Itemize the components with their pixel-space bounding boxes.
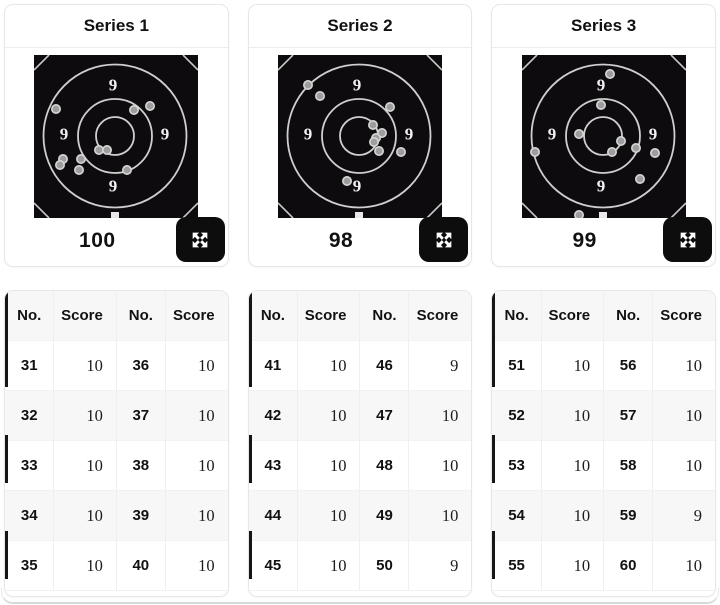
score-tables-row	[4, 290, 716, 597]
shot-marker	[304, 81, 312, 89]
shot-score-cell: 10	[298, 341, 360, 391]
ring-label-9: 9	[352, 176, 362, 196]
score-table-row	[249, 541, 472, 591]
col-header-score: Score	[653, 291, 715, 341]
shot-score-cell: 10	[298, 391, 360, 441]
shot-score-cell: 10	[54, 341, 116, 391]
shot-number-cell: 41	[249, 341, 298, 391]
shot-score-cell: 10	[685, 555, 702, 575]
table-header-row	[249, 291, 472, 341]
shot-score-cell: 10	[198, 455, 215, 475]
shot-number-cell: 45	[249, 541, 298, 591]
score-table-row	[249, 391, 472, 441]
score-table-2	[249, 291, 472, 591]
accent-bar	[249, 435, 252, 483]
target-image-2	[278, 55, 442, 218]
shot-marker	[386, 103, 394, 111]
target-image-1	[34, 55, 198, 218]
shot-score-cell: 9	[450, 355, 459, 375]
series-total-score-2: 98	[328, 229, 354, 252]
shot-marker	[75, 166, 83, 174]
shot-number-cell: 49	[360, 491, 409, 541]
col-header-no: No.	[492, 291, 541, 341]
score-table-card-1	[4, 290, 229, 597]
shot-number-cell: 57	[604, 391, 653, 441]
expand-target-button-3[interactable]	[663, 217, 712, 262]
expand-icon	[189, 229, 211, 251]
shot-number-cell: 50	[360, 541, 409, 591]
col-header-no: No.	[249, 291, 298, 341]
score-table-row	[492, 391, 715, 441]
col-header-score: Score	[409, 291, 471, 341]
score-table-row	[492, 491, 715, 541]
shot-score-cell: 10	[198, 405, 215, 425]
series-title-1: Series 1	[5, 5, 228, 48]
shot-score-cell: 10	[198, 555, 215, 575]
ring-label-9: 9	[60, 124, 69, 144]
score-table-row	[492, 441, 715, 491]
shot-score-cell: 10	[541, 541, 603, 591]
ring-label-9: 9	[596, 75, 605, 95]
col-header-score: Score	[298, 291, 360, 341]
score-table-row	[249, 491, 472, 541]
score-table-row	[492, 541, 715, 591]
shot-marker	[56, 161, 64, 169]
ring-label-9: 9	[303, 124, 313, 144]
shot-marker	[123, 166, 131, 174]
shot-number-cell: 44	[249, 491, 298, 541]
shot-score-cell: 10	[198, 505, 215, 525]
score-row-3	[492, 216, 715, 266]
series-total-score-1: 100	[79, 229, 116, 252]
target-image-3	[522, 55, 686, 218]
shot-marker	[375, 147, 383, 155]
ring-label-9: 9	[648, 124, 657, 144]
col-header-score: Score	[54, 291, 116, 341]
shot-number-cell: 58	[604, 441, 653, 491]
shot-number-cell: 42	[249, 391, 298, 441]
shot-number-cell: 48	[360, 441, 409, 491]
col-header-no: No.	[5, 291, 54, 341]
shot-score-cell: 10	[541, 341, 603, 391]
score-table-row	[5, 391, 228, 441]
shot-marker	[316, 92, 324, 100]
score-row-2	[249, 216, 472, 266]
shot-score-cell: 10	[54, 441, 116, 491]
shot-marker	[370, 138, 378, 146]
shot-score-cell: 10	[298, 491, 360, 541]
shot-marker	[631, 144, 639, 152]
shot-score-cell: 10	[541, 441, 603, 491]
score-table-row	[5, 341, 228, 391]
shot-marker	[130, 106, 138, 114]
shot-number-cell: 34	[5, 491, 54, 541]
ring-label-9: 9	[596, 176, 605, 196]
score-table-row	[5, 491, 228, 541]
shot-number-cell: 55	[492, 541, 541, 591]
series-title-2: Series 2	[249, 5, 472, 48]
shot-number-cell: 31	[5, 341, 54, 391]
score-table-row	[5, 541, 228, 591]
shot-marker	[607, 148, 615, 156]
shot-score-cell: 10	[298, 441, 360, 491]
accent-bar	[492, 291, 495, 387]
shot-number-cell: 47	[360, 391, 409, 441]
col-header-no: No.	[360, 291, 409, 341]
shot-marker	[146, 102, 154, 110]
series-title-3: Series 3	[492, 5, 715, 48]
shot-marker	[103, 146, 111, 154]
ring-label-9: 9	[547, 124, 556, 144]
shot-marker	[635, 175, 643, 183]
accent-bar	[5, 291, 8, 387]
col-header-no: No.	[604, 291, 653, 341]
series-card-2	[248, 4, 473, 267]
shot-score-cell: 10	[441, 505, 459, 525]
shot-score-cell: 10	[685, 405, 702, 425]
accent-bar	[249, 291, 252, 387]
shot-marker	[650, 149, 658, 157]
shot-marker	[596, 101, 604, 109]
shot-score-cell: 10	[54, 391, 116, 441]
shot-score-cell: 9	[693, 505, 702, 525]
shot-marker	[616, 137, 624, 145]
shot-number-cell: 35	[5, 541, 54, 591]
shot-marker	[605, 70, 613, 78]
shot-score-cell: 9	[450, 555, 459, 575]
expand-icon	[433, 229, 455, 251]
series-cards-row	[4, 4, 716, 267]
shot-number-cell: 40	[116, 541, 165, 591]
shot-number-cell: 52	[492, 391, 541, 441]
series-card-1	[4, 4, 229, 267]
shot-number-cell: 51	[492, 341, 541, 391]
shot-marker	[369, 121, 377, 129]
shot-number-cell: 53	[492, 441, 541, 491]
score-table-card-3	[491, 290, 716, 597]
shot-marker	[343, 177, 351, 185]
shot-marker	[530, 148, 538, 156]
expand-icon	[677, 229, 699, 251]
shot-score-cell: 10	[685, 355, 702, 375]
shot-score-cell: 10	[441, 455, 459, 475]
col-header-score: Score	[541, 291, 603, 341]
score-table-card-2	[248, 290, 473, 597]
shot-number-cell: 36	[116, 341, 165, 391]
shot-number-cell: 60	[604, 541, 653, 591]
table-header-row	[5, 291, 228, 341]
score-table-row	[5, 441, 228, 491]
shot-score-cell: 10	[198, 355, 215, 375]
ring-label-9: 9	[404, 124, 414, 144]
shot-score-cell: 10	[54, 541, 116, 591]
shot-score-cell: 10	[54, 491, 116, 541]
ring-label-9: 9	[161, 124, 170, 144]
shot-score-cell: 10	[298, 541, 360, 591]
expand-target-button-1[interactable]	[176, 217, 225, 262]
shot-number-cell: 56	[604, 341, 653, 391]
shot-number-cell: 46	[360, 341, 409, 391]
shot-number-cell: 33	[5, 441, 54, 491]
shot-marker	[52, 105, 60, 113]
shot-marker	[574, 130, 582, 138]
series-total-score-3: 99	[572, 229, 597, 252]
table-header-row	[492, 291, 715, 341]
expand-target-button-2[interactable]	[419, 217, 468, 262]
shot-number-cell: 59	[604, 491, 653, 541]
ring-label-9: 9	[352, 75, 362, 95]
score-table-row	[492, 341, 715, 391]
col-header-no: No.	[116, 291, 165, 341]
shot-number-cell: 37	[116, 391, 165, 441]
ring-label-9: 9	[109, 75, 118, 95]
accent-bar	[249, 531, 252, 579]
shot-number-cell: 39	[116, 491, 165, 541]
shot-number-cell: 43	[249, 441, 298, 491]
score-table-3	[492, 291, 715, 591]
accent-bar	[5, 531, 8, 579]
accent-bar	[5, 435, 8, 483]
shot-score-cell: 10	[541, 391, 603, 441]
score-table-row	[249, 341, 472, 391]
shot-number-cell: 32	[5, 391, 54, 441]
shot-score-cell: 10	[685, 455, 702, 475]
score-table-row	[249, 441, 472, 491]
series-card-3	[491, 4, 716, 267]
shot-marker	[95, 146, 103, 154]
shot-score-cell: 10	[441, 405, 459, 425]
shot-marker	[77, 155, 85, 163]
col-header-score: Score	[165, 291, 227, 341]
shot-number-cell: 54	[492, 491, 541, 541]
score-table-1	[5, 291, 228, 591]
ring-label-9: 9	[109, 176, 118, 196]
shot-marker	[397, 148, 405, 156]
accent-bar	[492, 435, 495, 483]
score-row-1	[5, 216, 228, 266]
shot-number-cell: 38	[116, 441, 165, 491]
shot-score-cell: 10	[541, 491, 603, 541]
accent-bar	[492, 531, 495, 579]
